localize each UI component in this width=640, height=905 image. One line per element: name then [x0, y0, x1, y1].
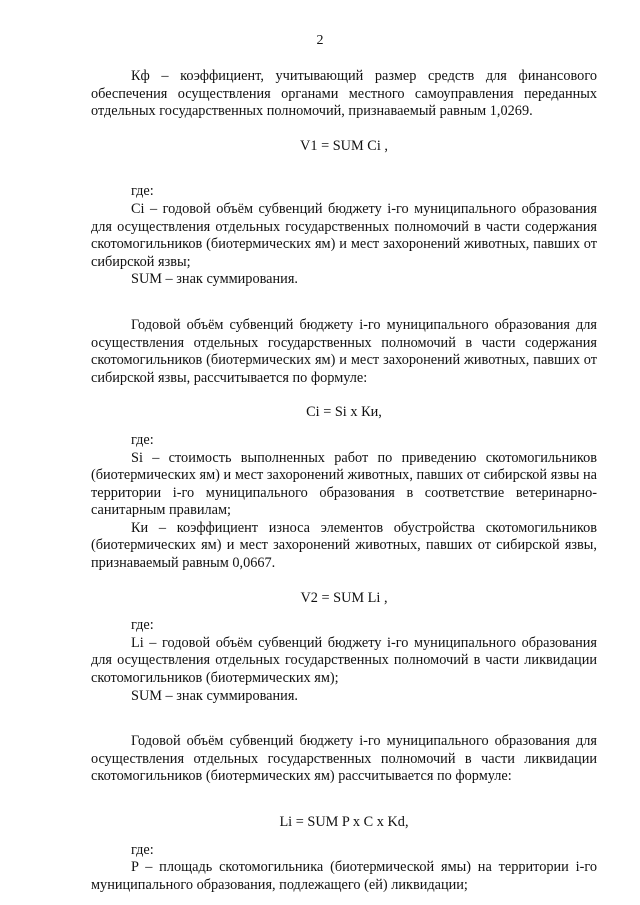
li-intro: Годовой объём субвенций бюджету i-го муниципального образования для осуществления отдельных государственных полномочий в части ликвидации скотомогильников (биотермических ям) рассчитывается по формуле: [91, 733, 597, 785]
where-label-4: где: [131, 841, 154, 858]
li-definition: Li – годовой объём субвенций бюджету i-го муниципального образования для осуществления отдельных государственных полномочий в части ликвидации скотомогильников (биотермических ям); [91, 634, 597, 687]
p-definition: P – площадь скотомогильника (биотермической ямы) на территории i-го муниципального образования, подлежащего (ей) ликвидации; [91, 859, 597, 893]
page-number: 2 [316, 33, 324, 48]
sum-definition-1: SUM – знак суммирования. [131, 271, 298, 288]
sum-definition-2: SUM – знак суммирования. [131, 687, 298, 704]
kf-definition: Кф – коэффициент, учитывающий размер средств для финансового обеспечения осуществления органами местного самоуправления переданных отдельных государственных полномочий, признаваемый равным 1,0269. [91, 68, 597, 120]
ci-intro: Годовой объём субвенций бюджету i-го муниципального образования для осуществления отдельных государственных полномочий в части содержания скотомогильников (биотермических ям) и мест захоронений животных, павших от сибирской язвы, рассчитывается по формуле: [91, 316, 597, 386]
formula-v1: V1 = SUM Ci , [300, 137, 388, 154]
si-definition: Si – стоимость выполненных работ по приведению скотомогильников (биотермических ям) и мест захоронений животных, павших от сибирской язвы на территории i-го муниципального образования в соответствие ветеринарно-санитарным правилам; [91, 449, 597, 519]
formula-v2: V2 = SUM Li , [300, 589, 388, 606]
where-label-1: где: [131, 183, 154, 200]
ci-definition: Ci – годовой объём субвенций бюджету i-го муниципального образования для осуществления отдельных государственных полномочий в части содержания скотомогильников (биотермических ям) и мест захоронений животных, павших от сибирской язвы; [91, 200, 597, 270]
formula-ci: Ci = Si x Ки, [306, 404, 382, 421]
formula-li: Li = SUM P x C x Kd, [279, 814, 409, 830]
ki-definition: Ки – коэффициент износа элементов обустройства скотомогильников (биотермических ям) и мест захоронений животных, павших от сибирской язвы, признаваемый равным 0,0667. [91, 519, 597, 572]
where-label-2: где: [131, 431, 154, 448]
document-body [91, 68, 597, 894]
where-label-3: где: [131, 617, 154, 634]
